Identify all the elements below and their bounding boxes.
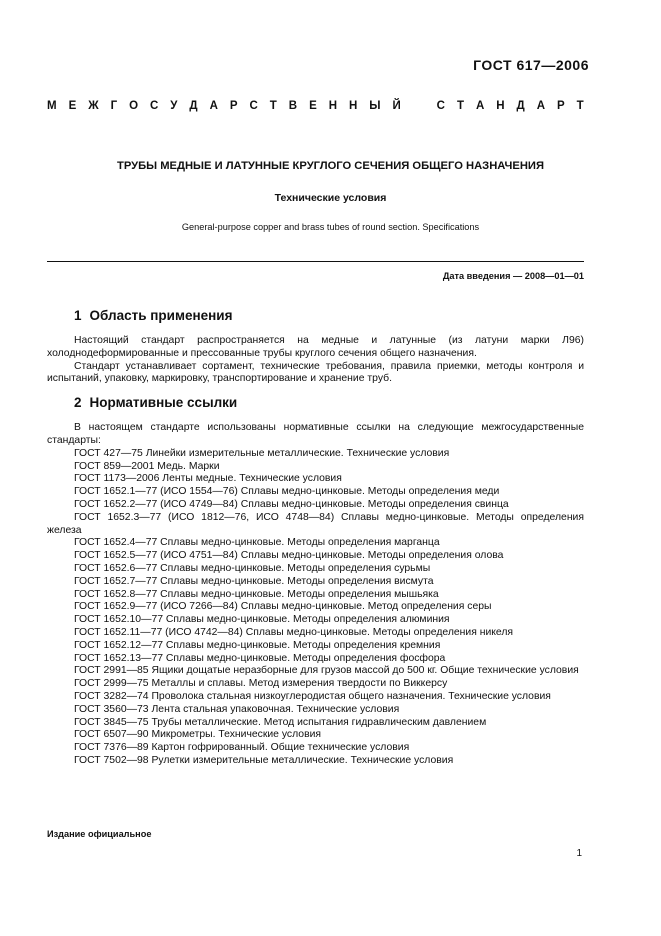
section-heading: 2 Нормативные ссылки — [74, 395, 238, 411]
banner-letter: М — [47, 100, 57, 112]
reference-item: ГОСТ 1652.12—77 Сплавы медно-цинковые. Методы определения кремния — [74, 639, 441, 651]
reference-item: ГОСТ 1652.6—77 Сплавы медно-цинковые. Методы определения сурьмы — [74, 562, 431, 574]
banner-letter: Р — [556, 100, 565, 112]
banner-letter: Д — [189, 100, 198, 112]
edition-note: Издание официальное — [47, 829, 152, 839]
reference-item: ГОСТ 1652.3—77 (ИСО 1812—76, ИСО 4748—84) Сплавы медно-цинковые. Методы определения железа — [47, 511, 584, 536]
reference-item: ГОСТ 3282—74 Проволока стальная низкоуглеродистая общего назначения. Технические условия — [74, 690, 551, 702]
reference-item: ГОСТ 1652.7—77 Сплавы медно-цинковые. Методы определения висмута — [74, 575, 434, 587]
reference-item: ГОСТ 2991—85 Ящики дощатые неразборные для грузов массой до 500 кг. Общие технические условия — [74, 665, 579, 677]
banner-letter: Й — [392, 100, 401, 112]
reference-list — [47, 448, 584, 768]
paragraph: В настоящем стандарте использованы нормативные ссылки на следующие межгосударственные стандарты: — [47, 422, 584, 446]
banner-letter: А — [209, 100, 218, 112]
banner-letter: Г — [110, 100, 118, 112]
banner-letter: Н — [348, 100, 358, 112]
reference-item: ГОСТ 6507—90 Микрометры. Технические условия — [74, 729, 322, 741]
paragraph: Настоящий стандарт распространяется на медные и латунные (из латуни марки Л96) холоднодеформированные и прессованные трубы круглого сечения общего назначения. — [47, 335, 584, 359]
standard-banner — [47, 100, 584, 112]
paragraph: Стандарт устанавливает сортамент, технические требования, правила приемки, методы контроля и испытаний, упаковку, маркировку, транспортирование и хранение труб. — [47, 360, 584, 385]
banner-letter: А — [475, 100, 485, 112]
reference-item: ГОСТ 1652.5—77 (ИСО 4751—84) Сплавы медно-цинковые. Методы определения олова — [74, 550, 504, 562]
reference-item: ГОСТ 1652.10—77 Сплавы медно-цинковые. Методы определения алюминия — [74, 614, 450, 626]
page-number: 1 — [576, 848, 582, 859]
banner-letter: Ы — [369, 100, 381, 112]
banner-letter: Н — [496, 100, 505, 112]
reference-item: ГОСТ 1652.8—77 Сплавы медно-цинковые. Методы определения мышьяка — [74, 588, 439, 600]
banner-letter: Т — [576, 100, 584, 112]
reference-item: ГОСТ 427—75 Линейки измерительные металлические. Технические условия — [74, 447, 450, 459]
reference-item: ГОСТ 1173—2006 Ленты медные. Технические условия — [74, 473, 342, 485]
banner-letter: Т — [456, 100, 464, 112]
banner-letter: С — [150, 100, 159, 112]
introduction-date: Дата введения — 2008—01—01 — [442, 271, 584, 281]
reference-item: ГОСТ 859—2001 Медь. Марки — [74, 460, 220, 472]
banner-letter: Н — [328, 100, 338, 112]
banner-letter: Р — [229, 100, 238, 112]
reference-item: ГОСТ 1652.2—77 (ИСО 4749—84) Сплавы медно-цинковые. Методы определения свинца — [74, 498, 509, 510]
banner-letter: С — [436, 100, 445, 112]
reference-item: ГОСТ 1652.4—77 Сплавы медно-цинковые. Методы определения марганца — [74, 537, 440, 549]
reference-item: ГОСТ 7502—98 Рулетки измерительные металлические. Технические условия — [74, 754, 454, 766]
document-number: ГОСТ 617—2006 — [473, 57, 589, 73]
reference-item: ГОСТ 3845—75 Трубы металлические. Метод испытания гидравлическим давлением — [74, 716, 487, 728]
reference-item: ГОСТ 2999—75 Металлы и сплавы. Метод измерения твердости по Виккерсу — [74, 678, 448, 690]
banner-letter: В — [288, 100, 298, 112]
reference-item: ГОСТ 3560—73 Лента стальная упаковочная. Технические условия — [74, 703, 400, 715]
banner-letter: Т — [269, 100, 277, 112]
reference-item: ГОСТ 7376—89 Картон гофрированный. Общие технические условия — [74, 742, 410, 754]
section-heading: 1 Область применения — [74, 308, 233, 323]
banner-letter: А — [536, 100, 545, 112]
banner-letter: С — [249, 100, 258, 112]
reference-item: ГОСТ 1652.11—77 (ИСО 4742—84) Сплавы медно-цинковые. Методы определения никеля — [74, 626, 514, 638]
english-title: General-purpose copper and brass tubes of round section. Specifications — [181, 222, 480, 232]
header-divider — [47, 261, 584, 262]
banner-letter: У — [170, 100, 178, 112]
document-title: ТРУБЫ МЕДНЫЕ И ЛАТУННЫЕ КРУГЛОГО СЕЧЕНИЯ ОБЩЕГО НАЗНАЧЕНИЯ — [117, 160, 544, 172]
document-subtitle: Технические условия — [274, 192, 387, 204]
banner-letter: Ж — [88, 100, 99, 112]
document-body — [47, 306, 584, 768]
reference-item: ГОСТ 1652.1—77 (ИСО 1554—76) Сплавы медно-цинковые. Методы определения меди — [74, 486, 500, 498]
reference-item: ГОСТ 1652.13—77 Сплавы медно-цинковые. Методы определения фосфора — [74, 652, 446, 664]
banner-letter: Е — [309, 100, 317, 112]
banner-letter: Д — [516, 100, 525, 112]
banner-letter: Е — [68, 100, 77, 112]
reference-item: ГОСТ 1652.9—77 (ИСО 7266—84) Сплавы медно-цинковые. Метод определения серы — [74, 601, 492, 613]
banner-letter: О — [129, 100, 139, 112]
